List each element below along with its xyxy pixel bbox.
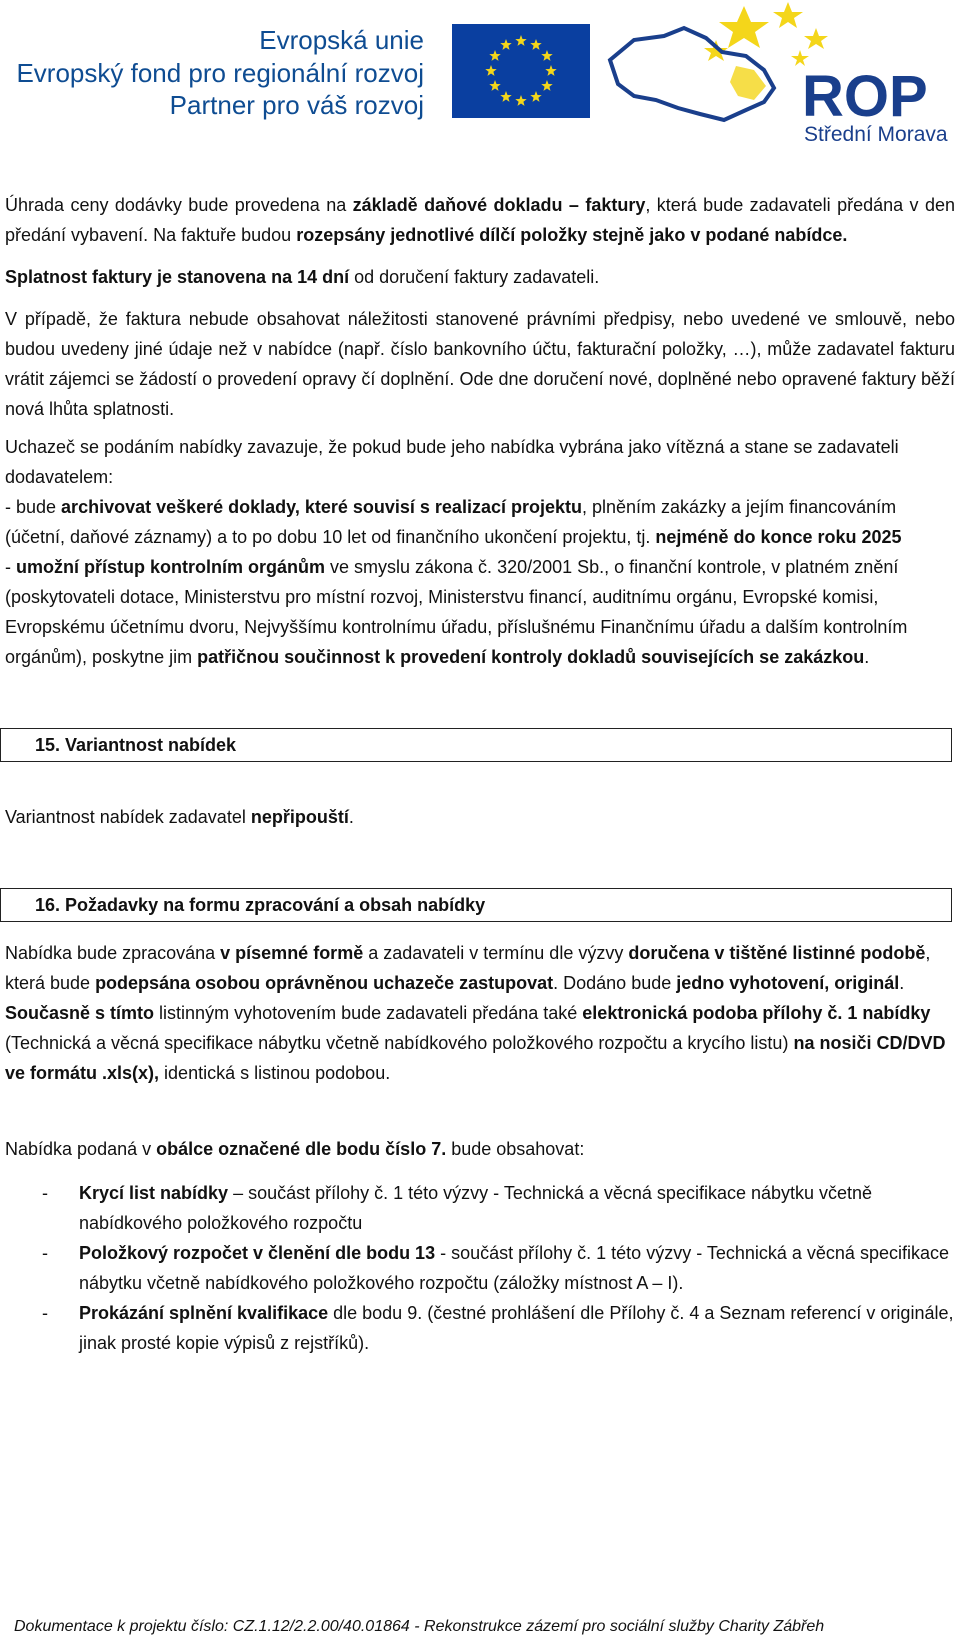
bold-run: Splatnost faktury je stanovena na 14 dní <box>5 267 350 287</box>
page-footer: Dokumentace k projektu číslo: CZ.1.12/2.2.00/40.01864 - Rekonstrukce zázemí pro sociální služby Charity Zábřeh <box>14 1618 825 1635</box>
text-run: - <box>5 557 16 577</box>
text-run: - bude <box>5 497 62 517</box>
document-body <box>5 190 955 1358</box>
bold-run: jedno vyhotovení, originál <box>676 973 900 993</box>
section-15-heading: 15. Variantnost nabídek <box>0 728 952 762</box>
text-run: Úhrada ceny dodávky bude provedena na <box>5 195 353 215</box>
section-16-heading: 16. Požadavky na formu zpracování a obsah nabídky <box>0 888 952 922</box>
rop-logo <box>604 0 954 150</box>
bold-run: nejméně do konce roku 2025 <box>655 527 902 547</box>
eu-text-block <box>16 24 424 122</box>
envelope-paragraph <box>5 1134 955 1164</box>
bold-run: podepsána osobou oprávněnou uchazeče zastupovat <box>95 973 554 993</box>
text-run: Nabídka bude zpracována <box>5 943 221 963</box>
bold-run: Současně s tímto <box>5 1003 155 1023</box>
invoice-return-paragraph: V případě, že faktura nebude obsahovat náležitosti stanovené právními předpisy, nebo uvedené ve smlouvě, nebo budou uvedeny jiné údaje než v nabídce (např. číslo bankovního účtu, fakturační položky, …), může zadavatel fakturu vrátit zájemci se žádostí o provedení opravy čí doplnění. Ode dne doručení nové, doplněné nebo opravené faktury běží nová lhůta splatnosti. <box>5 309 955 419</box>
list-item <box>5 1238 955 1298</box>
text-run: listinným vyhotovením bude zadavateli předána také <box>154 1003 583 1023</box>
eu-flag-icon <box>452 24 590 118</box>
eu-line-1: Evropská unie <box>259 25 424 55</box>
bold-run: Položkový rozpočet v členění dle bodu 13 <box>79 1243 436 1263</box>
text-run: . <box>899 973 905 993</box>
text-run: identická s listinou podobou. <box>159 1063 391 1083</box>
text-run: od doručení faktury zadavateli. <box>349 267 600 287</box>
text-run: dle bodu 9. (čestné prohlášení dle Přílohy č. 4 a Seznam referencí v originále, jinak prosté kopie výpisů z rejstříků). <box>79 1303 954 1353</box>
text-run: , která bude <box>5 943 931 993</box>
bold-run: základě daňové dokladu – faktury <box>352 195 646 215</box>
rop-title: ROP <box>802 64 928 129</box>
eu-line-3: Partner pro váš rozvoj <box>169 90 424 120</box>
due-date-paragraph <box>5 262 955 292</box>
bold-run: Prokázání splnění kvalifikace <box>79 1303 329 1323</box>
text-run: Nabídka podaná v <box>5 1139 157 1159</box>
text-run: a zadavateli v termínu dle výzvy <box>363 943 629 963</box>
text-run: . <box>348 807 354 827</box>
bold-run: umožní přístup kontrolním orgánům <box>16 557 325 577</box>
rop-subtitle: Střední Morava <box>804 123 948 146</box>
bold-run: na nosiči CD/DVD ve formátu .xls(x), <box>5 1033 946 1083</box>
payment-paragraph <box>5 190 955 250</box>
eu-line-2: Evropský fond pro regionální rozvoj <box>16 57 424 88</box>
bold-run: obálce označené dle bodu číslo 7. <box>156 1139 447 1159</box>
text-run: , o finanční kontrole, v platném znění (poskytovateli dotace, Ministerstvu pro místní rozvoj, Ministerstvu financí, auditnímu orgánu, Evropské komisi, Evropskému účetnímu dvoru, Nejvyššímu kontrolnímu úřadu, příslušnému Finančnímu úřadu a dalším kontrolním orgánům), poskytne jim <box>5 557 908 667</box>
text-run: . <box>864 647 870 667</box>
bold-run: rozepsány jednotlivé dílčí položky stejně jako v podané nabídce. <box>296 225 848 245</box>
bold-run: doručena v tištěné listinné podobě <box>628 943 926 963</box>
list-item <box>5 1178 955 1238</box>
text-run: Variantnost nabídek zadavatel <box>5 807 251 827</box>
text-run: Uchazeč se podáním nabídky zavazuje, že pokud bude jeho nabídka vybrána jako vítězná a stane se zadavateli dodavatelem: <box>5 437 899 487</box>
text-run: - součást přílohy č. 1 této výzvy - Technická a věcná specifikace nábytku včetně nabídkového položkového rozpočtu (záložky místnost A – I). <box>79 1243 949 1293</box>
form-paragraph <box>5 938 955 1088</box>
text-run: ve smyslu zákona č. 320/2001 Sb. <box>325 557 605 577</box>
text-run: , plněním zakázky a jejím financováním (účetní, daňové záznamy) a to po dobu 10 let od finančního ukončení projektu, tj. <box>5 497 897 547</box>
bold-run: v písemné formě <box>220 943 364 963</box>
page-header <box>0 0 960 150</box>
bold-run: elektronická podoba přílohy č. 1 nabídky <box>582 1003 931 1023</box>
obligation-paragraph <box>5 432 955 672</box>
text-run: . Dodáno bude <box>553 973 677 993</box>
bold-run: Krycí list nabídky <box>79 1183 229 1203</box>
text-run: , která bude zadavateli předána v den předání vybavení. Na faktuře budou <box>5 195 955 245</box>
bold-run: archivovat veškeré doklady, které souvisí s realizací projektu <box>61 497 582 517</box>
contents-list <box>5 1178 955 1358</box>
list-item <box>5 1298 955 1358</box>
text-run: – součást přílohy č. 1 této výzvy - Technická a věcná specifikace nábytku včetně nabídkového položkového rozpočtu <box>79 1183 873 1233</box>
text-run: bude obsahovat: <box>446 1139 585 1159</box>
text-run: (Technická a věcná specifikace nábytku včetně nabídkového položkového rozpočtu a krycího listu) <box>5 1033 794 1053</box>
variant-paragraph <box>5 802 955 832</box>
bold-run: patřičnou součinnost k provedení kontroly dokladů souvisejících se zakázkou <box>197 647 865 667</box>
bold-run: nepřipouští <box>250 807 349 827</box>
